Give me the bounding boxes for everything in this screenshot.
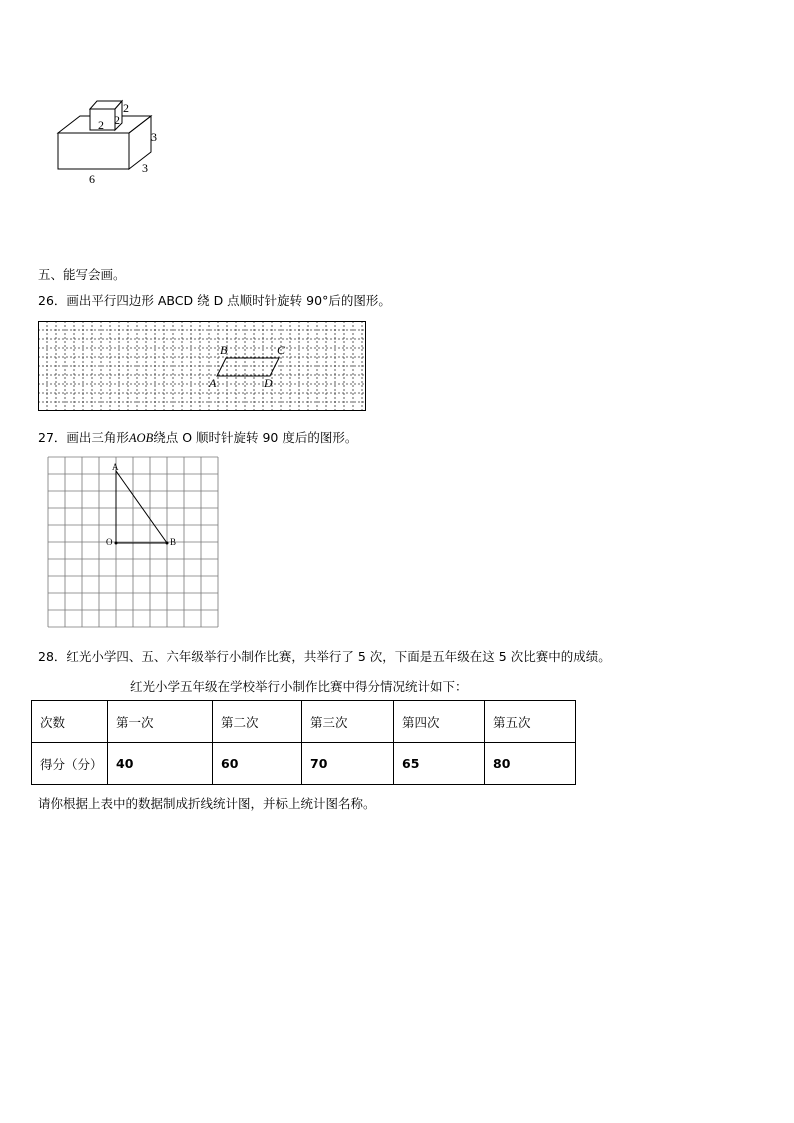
table-cell: 80 [485,743,576,785]
point-a-label: A [209,376,217,390]
point-c-label: C [277,343,286,357]
point-b-label: B [220,343,228,357]
table-cell: 第五次 [485,701,576,743]
point-a-label: A [112,462,119,472]
triangle-aob [116,471,167,543]
question-27-suffix: 绕点 O 顺时针旋转 90 度后的图形。 [153,430,358,445]
big-box-depth-label: 3 [142,161,148,175]
table-cell: 40 [108,743,213,785]
parallelogram-abcd [217,358,279,376]
point-d-label: D [264,376,273,390]
table-cell: 第一次 [108,701,213,743]
question-28-instruction: 请你根据上表中的数据制成折线统计图，并标上统计图名称。 [38,796,376,811]
table-cell: 第三次 [302,701,394,743]
triangle-name: AOB [128,431,154,445]
small-cube-side-label: 2 [114,113,120,127]
table-header-row [32,701,576,743]
question-26-text: 26．画出平行四边形 ABCD 绕 D 点顺时针旋转 90°后的图形。 [38,293,391,308]
small-cube-front-label: 2 [98,118,104,132]
table-row [32,743,576,785]
score-table [31,700,576,785]
table-cell: 70 [302,743,394,785]
table-cell: 第四次 [394,701,485,743]
triangle-grid [47,456,219,630]
table-cell: 65 [394,743,485,785]
question-28-text: 28．红光小学四、五、六年级举行小制作比赛，共举行了 5 次，下面是五年级在这 5 次比赛中的成绩。 [38,649,611,664]
question-27-prefix: 27．画出三角形 [38,430,129,445]
big-box-length-label: 6 [89,172,95,186]
big-box-height-label: 3 [151,130,157,144]
question-27-text [38,428,357,446]
point-o-label: O [106,537,113,547]
table-cell: 次数 [32,701,108,743]
parallelogram-grid [38,321,368,413]
point-b-label: B [170,537,177,547]
small-cube-top-label: 2 [123,101,129,115]
table-cell: 第二次 [213,701,302,743]
section-title: 五、能写会画。 [38,267,126,282]
table-cell: 60 [213,743,302,785]
table-caption: 红光小学五年级在学校举行小制作比赛中得分情况统计如下： [130,679,468,694]
table-cell: 得分（分） [32,743,108,785]
